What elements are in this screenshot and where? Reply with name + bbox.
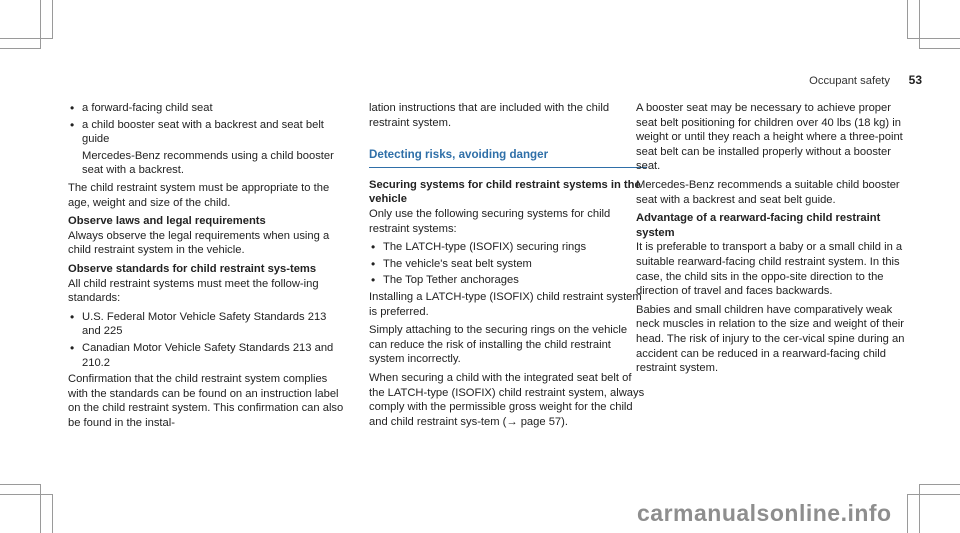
heading-laws: Observe laws and legal requirements: [68, 215, 266, 228]
crop-mark-bottom-right-horizontal-2: [919, 484, 960, 485]
crop-mark-bottom-right-vertical-2: [919, 484, 920, 533]
crop-mark-top-right-vertical: [907, 0, 908, 38]
crop-mark-top-left-horizontal-2: [0, 48, 41, 49]
watermark-text: carmanualsonline.info: [637, 500, 892, 526]
paragraph-appropriate: The child restraint system must be appropriate to the age, weight and size of the child.: [68, 181, 330, 209]
crop-mark-top-right-horizontal-2: [919, 48, 960, 49]
heading-standards: Observe standards for child restraint sys-tems: [68, 262, 317, 275]
page-number: 53: [908, 73, 922, 87]
column-right: [636, 101, 914, 380]
column-left: [68, 101, 346, 434]
list-item: • U.S. Federal Motor Vehicle Safety Standards 213 and 225: [68, 310, 346, 339]
crop-mark-top-right-vertical-2: [919, 0, 920, 48]
list-item: • The Top Tether anchorages: [369, 273, 647, 288]
recommendation-note: Mercedes-Benz recommends using a child booster seat with a backrest.: [82, 149, 334, 177]
list-item: • a child booster seat with a backrest and seat belt guide: [68, 118, 346, 147]
paragraph-preferable: It is preferable to transport a baby or a small child in a suitable rearward-facing child restraint system. In this case, the child sits in the oppo-site direction to the direction of travel and faces backwards.: [636, 241, 903, 298]
page-header: [760, 74, 930, 88]
heading-securing-systems: Securing systems for child restraint systems in the vehicle: [369, 178, 641, 206]
section-title: Occupant safety: [809, 75, 890, 87]
crop-mark-bottom-left-vertical: [40, 484, 41, 533]
paragraph-when-securing: When securing a child with the integrated seat belt of the LATCH-type (ISOFIX) child restraint system, always comply with the permissible gross weight for the child and child restraint sys-tem (→ page 57).: [369, 371, 645, 428]
paragraph-recommendation: Mercedes-Benz recommends a suitable child booster seat with a backrest and seat belt guide.: [636, 178, 900, 206]
list-item: • The vehicle's seat belt system: [369, 257, 647, 272]
crop-mark-bottom-right-horizontal: [907, 494, 960, 495]
paragraph-booster: A booster seat may be necessary to achieve proper seat belt positioning for children over 40 lbs (18 kg) in weight or until they reach a height where a three-point seat belt can be installed properly without a booster seat.: [636, 102, 903, 173]
column-middle: [369, 101, 647, 433]
crop-mark-bottom-right-vertical: [907, 494, 908, 533]
paragraph-standards: All child restraint systems must meet the follow-ing standards:: [68, 277, 319, 305]
crop-mark-top-left-vertical: [40, 0, 41, 48]
paragraph-simply: Simply attaching to the securing rings on the vehicle can reduce the risk of installing the child restraint system incorrectly.: [369, 324, 628, 366]
crop-mark-top-right-horizontal: [907, 38, 960, 39]
paragraph-only-use: Only use the following securing systems for child restraint systems:: [369, 207, 611, 235]
paragraph-babies: Babies and small children have comparatively weak neck muscles in relation to the size and weight of their head. The risk of injury to the cer-vical spine during an accident can be reduced in a rearward-facing child restraint system.: [636, 303, 905, 375]
crop-mark-bottom-left-horizontal-2: [0, 494, 53, 495]
list-item: • The LATCH-type (ISOFIX) securing rings: [369, 240, 647, 255]
paragraph-confirmation: Confirmation that the child restraint system complies with the standards can be found on an instruction label on the child restraint system. This confirmation can also be found in the instal-: [68, 373, 344, 429]
crop-mark-top-left-vertical-2: [52, 0, 53, 38]
paragraph-laws: Always observe the legal requirements when using a child restraint system in the vehicle.: [68, 229, 330, 257]
list-item: • Canadian Motor Vehicle Safety Standards 213 and 210.2: [68, 341, 346, 370]
paragraph-installing: Installing a LATCH-type (ISOFIX) child restraint system is preferred.: [369, 290, 642, 318]
crop-mark-top-left-horizontal: [0, 38, 53, 39]
section-rule: [369, 167, 647, 168]
paragraph-continued: lation instructions that are included with the child restraint system.: [369, 102, 610, 129]
section-heading: Detecting risks, avoiding danger: [369, 148, 549, 162]
crop-mark-bottom-left-vertical-2: [52, 494, 53, 533]
heading-advantage: Advantage of a rearward-facing child restraint system: [636, 212, 881, 239]
list-item: • a forward-facing child seat: [68, 101, 346, 116]
crop-mark-bottom-left-horizontal: [0, 484, 41, 485]
